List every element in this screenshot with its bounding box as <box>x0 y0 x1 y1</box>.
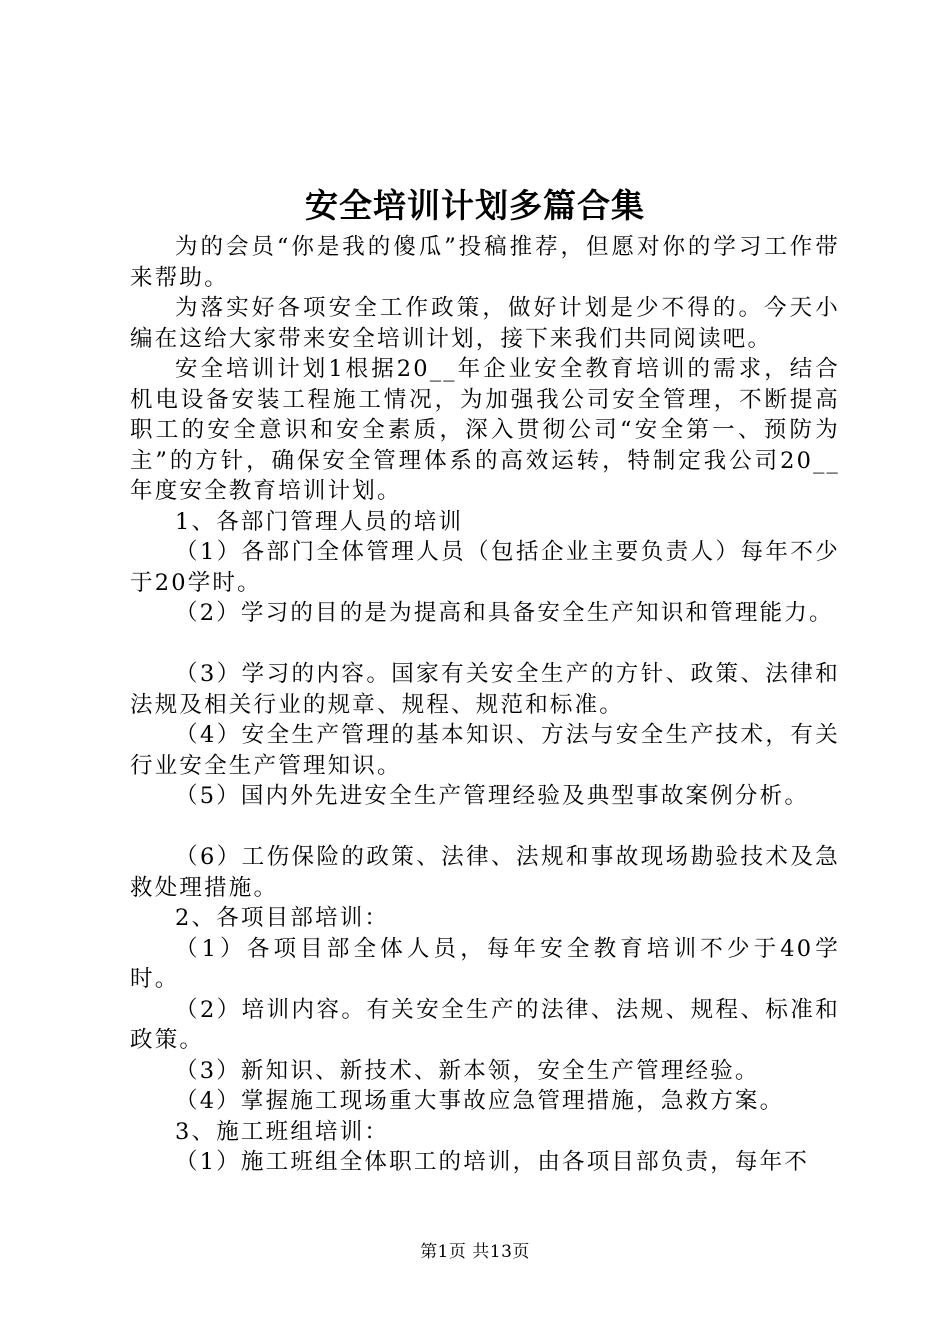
list-item: （4）安全生产管理的基本知识、方法与安全生产技术，有关行业安全生产管理知识。 <box>130 722 840 779</box>
body-paragraph: 安全培训计划1根据20__年企业安全教育培训的需求，结合机电设备安装工程施工情况，为加强我公司安全管理，不断提高职工的安全意识和安全素质，深入贯彻公司“安全第一、预防为主”的方针，确保安全管理体系的高效运转，特制定我公司20__年度安全教育培训计划。 <box>130 356 840 504</box>
list-item: （3）学习的内容。国家有关安全生产的方针、政策、法律和法规及相关行业的规章、规程、规范和标准。 <box>130 661 840 718</box>
list-item: （3）新知识、新技术、新本领，安全生产管理经验。 <box>175 1057 760 1084</box>
list-item: （1）各部门全体管理人员（包括企业主要负责人）每年不少于20学时。 <box>130 539 840 596</box>
list-item: （2）培训内容。有关安全生产的法律、法规、规程、标准和政策。 <box>130 996 840 1053</box>
intro-paragraph: 为的会员“你是我的傻瓜”投稿推荐，但愿对你的学习工作带来帮助。 <box>130 234 840 291</box>
list-item: （6）工伤保险的政策、法律、法规和事故现场勘验技术及急救处理措施。 <box>130 844 840 901</box>
intro-paragraph: 为落实好各项安全工作政策，做好计划是少不得的。今天小编在这给大家带来安全培训计划，接下来我们共同阅读吧。 <box>130 295 840 352</box>
section-heading: 1、各部门管理人员的培训 <box>175 508 464 535</box>
list-item: （1）施工班组全体职工的培训，由各项目部负责，每年不 <box>175 1149 810 1175</box>
page-footer: 第1页 共13页 <box>420 1242 530 1262</box>
document-title: 安全培训计划多篇合集 <box>305 186 645 225</box>
document-body <box>130 232 840 1178</box>
list-item: （2）学习的目的是为提高和具备安全生产知识和管理能力。 <box>175 600 834 626</box>
section-heading: 3、施工班组培训： <box>175 1118 390 1145</box>
list-item: （4）掌握施工现场重大事故应急管理措施，急救方案。 <box>175 1088 785 1114</box>
section-heading: 2、各项目部培训： <box>175 905 390 931</box>
list-item: （1）各项目部全体人员，每年安全教育培训不少于40学时。 <box>130 935 840 992</box>
list-item: （5）国内外先进安全生产管理经验及典型事故案例分析。 <box>175 783 810 809</box>
